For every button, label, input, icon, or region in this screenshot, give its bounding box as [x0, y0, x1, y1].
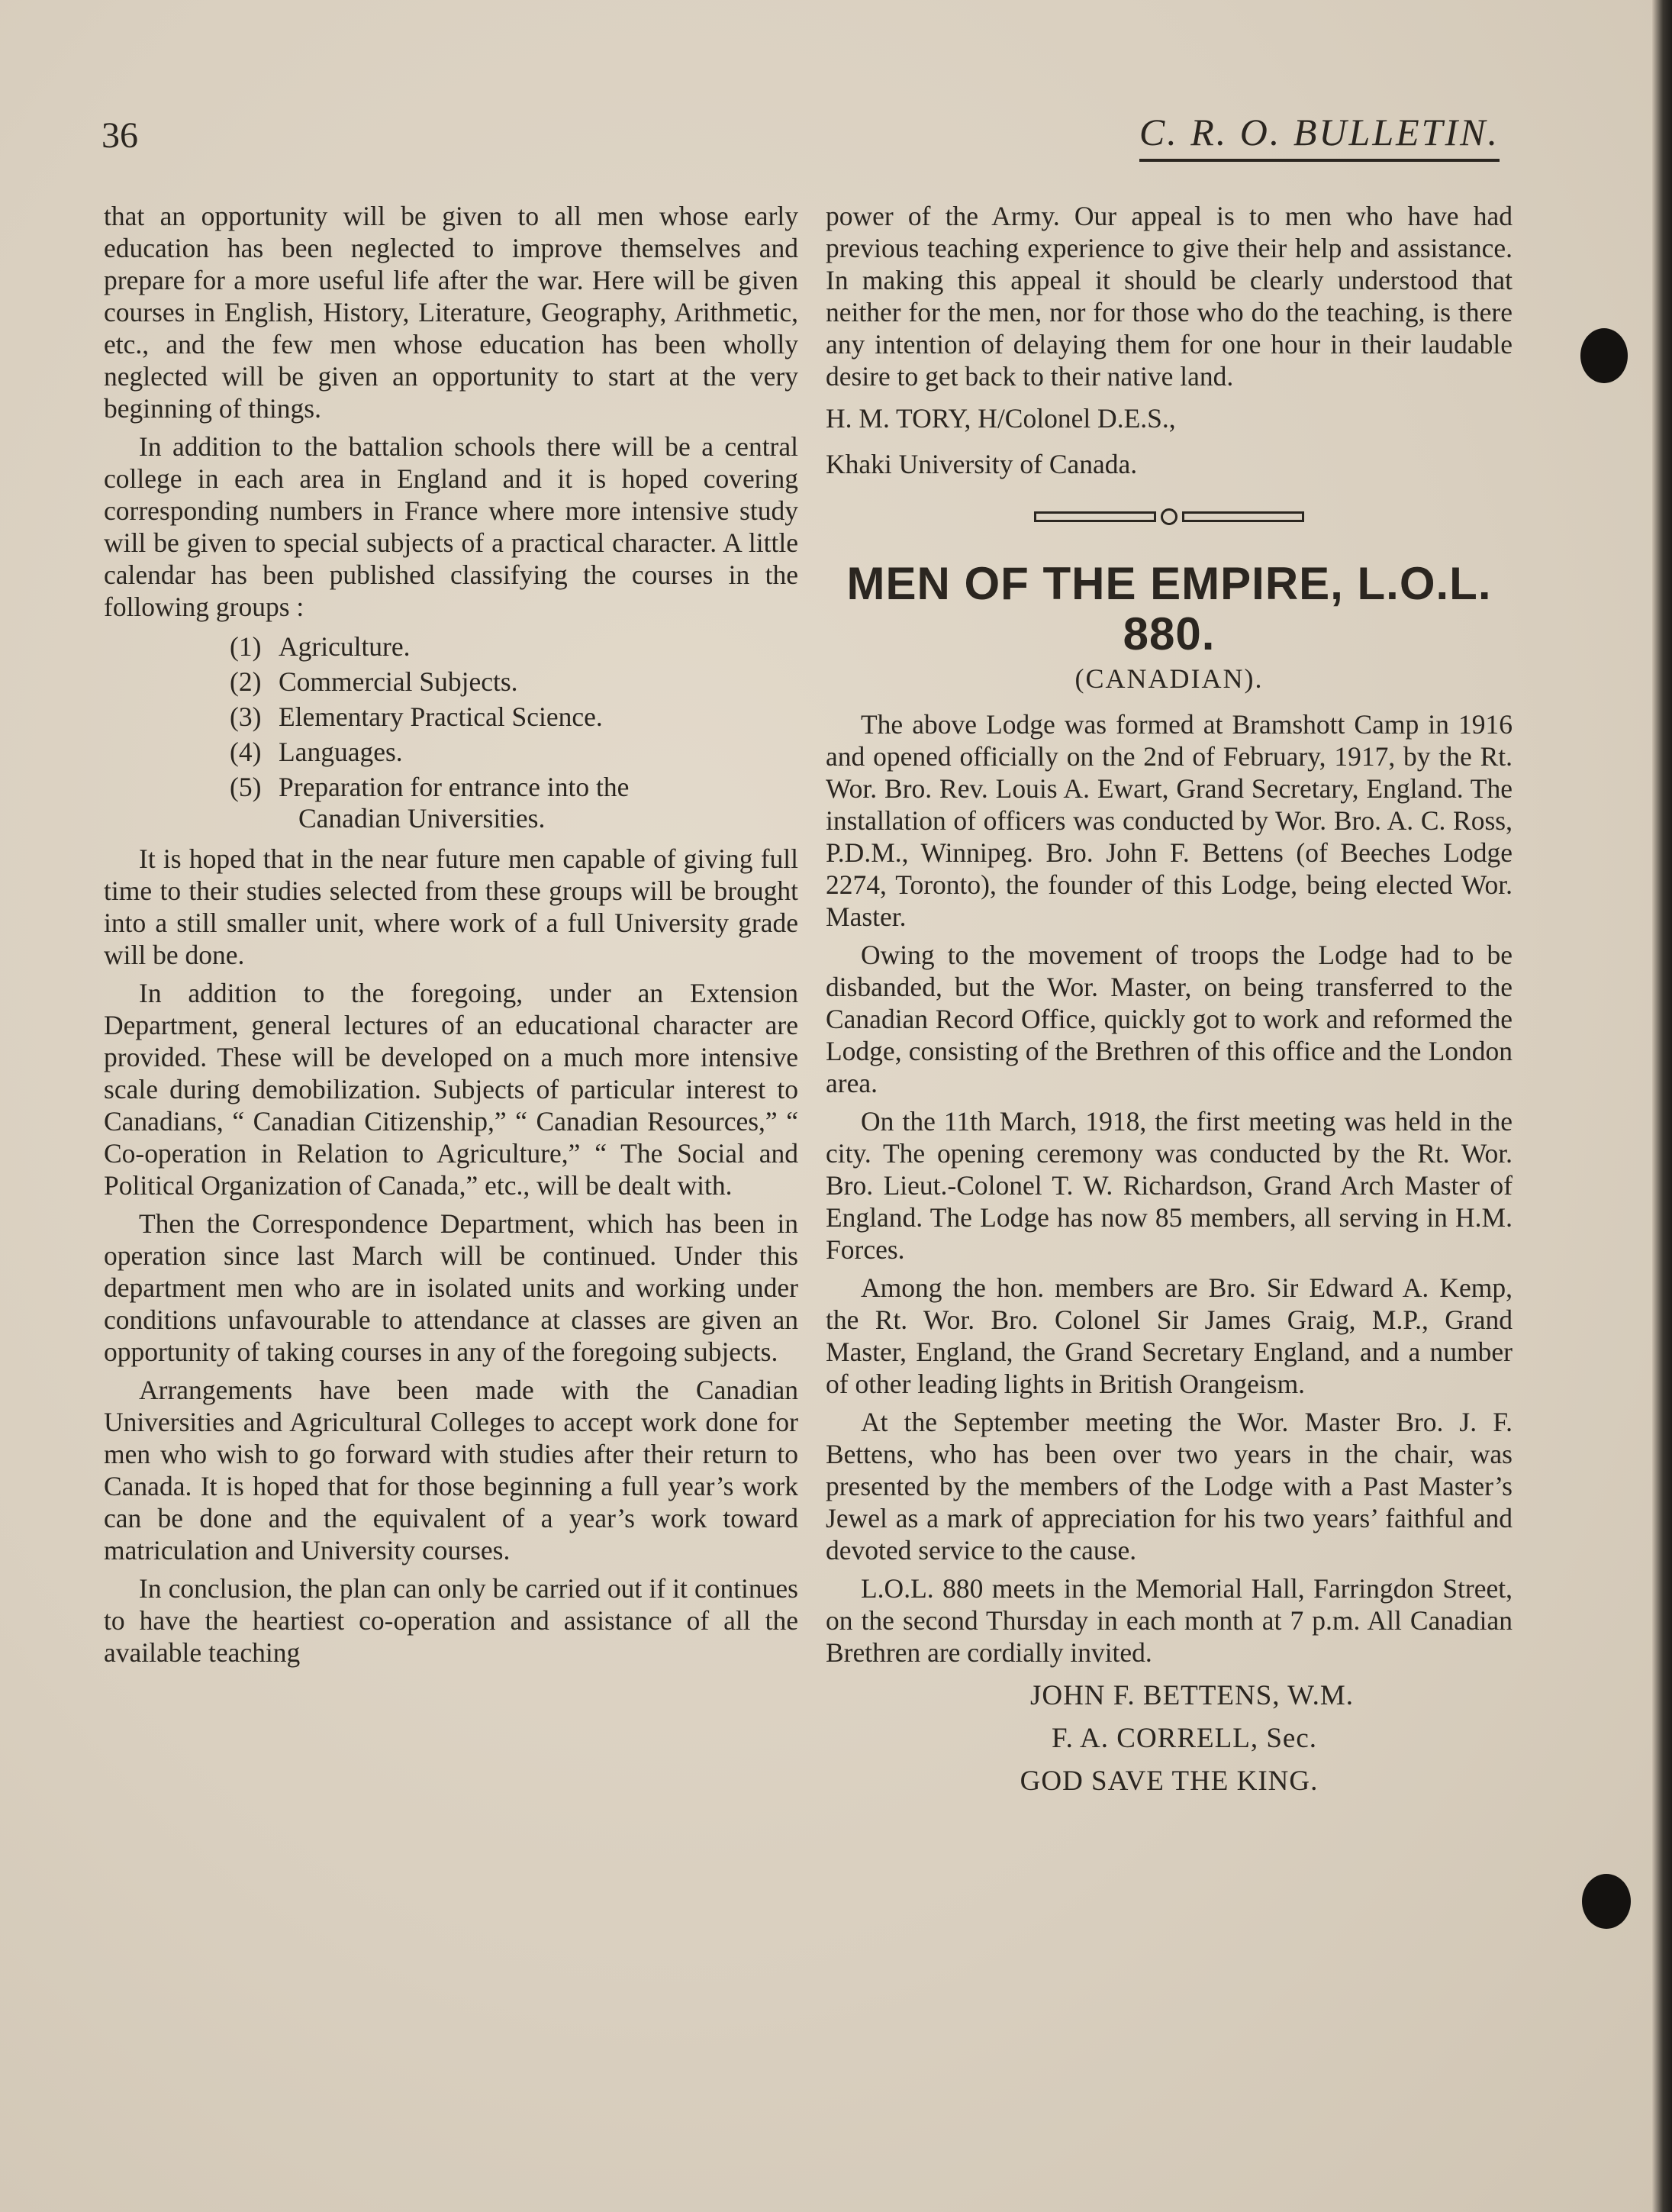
signature-name: H. M. TORY, H/Colonel D.E.S.,: [826, 403, 1176, 434]
paragraph: At the September meeting the Wor. Master Bro. J. F. Bettens, who has been over two years in the chair, was presented by the members of the Lodge with a Past Master’s Jewel as a mark of appreciation for his two years’ faithful and devoted service to the cause.: [826, 1407, 1513, 1565]
paragraph: The above Lodge was formed at Bramshott Camp in 1916 and opened officially on the 2nd of February, 1917, by the Rt. Wor. Bro. Rev. Louis A. Ewart, Grand Secretary, England. The installation of officers was conducted by Wor. Bro. A. C. Ross, P.D.M., Winnipeg. Bro. John F. Bettens (of Beeches Lodge 2274, Toronto), the founder of this Lodge, being elected Wor. Master.: [826, 709, 1513, 932]
right-column: [826, 200, 1513, 1803]
list-item: (3) Elementary Practical Science.: [230, 701, 603, 732]
left-column: [104, 200, 798, 1675]
page-header: [101, 107, 1500, 160]
paragraph: It is hoped that in the near future men capable of giving full time to their studies selected from these groups will be brought into a still smaller unit, where work of a full University grade will be done.: [104, 843, 798, 970]
list-item: (4) Languages.: [230, 737, 403, 767]
section-subtitle: (CANADIAN).: [1074, 663, 1264, 694]
paragraph: Among the hon. members are Bro. Sir Edward A. Kemp, the Rt. Wor. Bro. Colonel Sir James Graig, M.P., Grand Master, England, the Grand Secretary England, and a number of other leading lights in British Orangeism.: [826, 1272, 1513, 1399]
binder-hole-top: [1580, 328, 1628, 383]
signature-org: Khaki University of Canada.: [826, 449, 1138, 479]
ornamental-divider: [826, 505, 1513, 528]
section-title: MEN OF THE EMPIRE, L.O.L. 880.: [846, 558, 1492, 659]
page-number: 36: [101, 115, 138, 156]
signature-sec: F. A. CORRELL, Sec.: [1051, 1723, 1318, 1754]
binder-hole-bottom: [1582, 1874, 1631, 1929]
signature-wm: JOHN F. BETTENS, W.M.: [1029, 1680, 1355, 1711]
list-item: (2) Commercial Subjects.: [230, 666, 518, 697]
paragraph: L.O.L. 880 meets in the Memorial Hall, Farringdon Street, on the second Thursday in each month at 7 p.m. All Canadian Brethren are cordially invited.: [826, 1573, 1513, 1668]
list-item: (1) Agriculture.: [230, 631, 411, 662]
paragraph: Owing to the movement of troops the Lodge had to be disbanded, but the Wor. Master, on being transferred to the Canadian Record Office, quickly got to work and reformed the Lodge, consisting of the Brethren of this office and the London area.: [826, 940, 1513, 1098]
paragraph: power of the Army. Our appeal is to men who have had previous teaching experience to give their help and assistance. In making this appeal it should be clearly understood that neither for the men, nor for those who do the teaching, is there any intention of delaying them for one hour in their laudable desire to get back to their native land.: [826, 201, 1513, 392]
paragraph: In addition to the foregoing, under an Extension Department, general lectures of an educational character are provided. These will be developed on a much more intensive scale during demobilization. Subjects of particular interest to Canadians, “ Canadian Citizenship,” “ Canadian Resources,” “ Co-operation in Relation to Agriculture,” “ The Social and Political Organization of Canada,” etc., will be dealt with.: [104, 978, 798, 1201]
paragraph: that an opportunity will be given to all men whose early education has been neglected to improve themselves and prepare for a more useful life after the war. Here will be given courses in English, History, Literature, Geography, Arithmetic, etc., and the few men whose education has been wholly neglected will be given an opportunity to start at the very beginning of things.: [104, 201, 798, 424]
course-groups-list: [104, 629, 798, 832]
list-item: (5) Preparation for entrance into the Canadian Universities.: [230, 772, 630, 834]
running-title: C. R. O. BULLETIN.: [1139, 110, 1500, 162]
page-edge: [1652, 0, 1672, 2212]
paragraph: In addition to the battalion schools there will be a central college in each area in England and it is hoped covering corresponding numbers in France where more intensive study will be given to special subjects of a practical character. A little calendar has been published classifying the courses in the following groups :: [104, 431, 798, 622]
paragraph: On the 11th March, 1918, the first meeting was held in the city. The opening ceremony was conducted by the Rt. Wor. Bro. Lieut.-Colonel T. W. Richardson, Grand Arch Master of England. The Lodge has now 85 members, all serving in H.M. Forces.: [826, 1106, 1513, 1265]
paragraph: Arrangements have been made with the Canadian Universities and Agricultural Colleges to accept work done for men who wish to go forward with studies after their return to Canada. It is hoped that for those beginning a full year’s work can be done and the equivalent of a year’s work toward matriculation and University courses.: [104, 1375, 798, 1565]
paragraph: In conclusion, the plan can only be carried out if it continues to have the heartiest co-operation and assistance of all the available teaching: [104, 1573, 798, 1668]
closing-line: GOD SAVE THE KING.: [1020, 1765, 1319, 1797]
paragraph: Then the Correspondence Department, which has been in operation since last March will be continued. Under this department men who are in isolated units and working under conditions unfavourable to attendance at classes are given an opportunity of taking courses in any of the foregoing subjects.: [104, 1208, 798, 1367]
lodge-signatures: [826, 1675, 1513, 1803]
